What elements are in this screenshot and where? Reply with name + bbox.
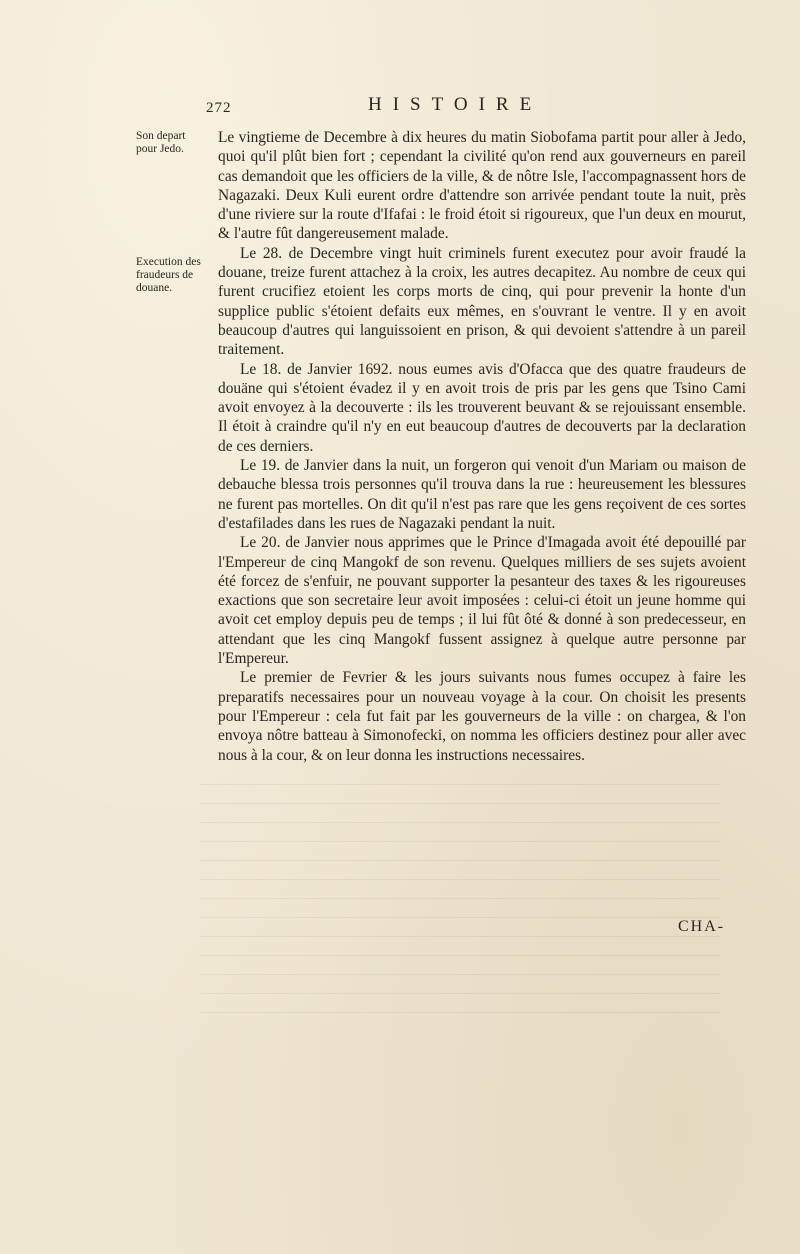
show-through-texture <box>200 784 720 1024</box>
margin-note-execution: Execution des fraudeurs de douane. <box>136 256 201 294</box>
page-number: 272 <box>206 100 232 116</box>
paragraph: Le premier de Fevrier & les jours suivants nous fumes occupez à faire les preparatifs necessaires pour un nouveau voyage à la cour. On choisit les presents pour l'Empereur : cela fut fait par les gouverneurs de la ville : on chargea, & l'on envoya nôtre batteau à Simonofecki, on nomma les officiers destinez pour aller avec nous à la cour, & on leur donna les instructions necessaires. <box>218 669 746 764</box>
catchword: CHA- <box>678 918 726 935</box>
paragraph: Le vingtieme de Decembre à dix heures du matin Siobofama partit pour aller à Jedo, quoi qu'il plût bien fort ; cependant la civilité qu'on rend aux gouverneurs en pareil cas demandoit que les officiers de la ville, & de nôtre Isle, l'accompagnassent hors de Nagazaki. Deux Kuli eurent ordre d'attendre son arrivée pendant toute la nuit, près d'une riviere sur la route d'Ifafai : le froid étoit si rigoureux, que l'un deux en mourut, & l'autre fût dangereusement malade. <box>218 129 746 243</box>
margin-note-depart: Son depart pour Jedo. <box>136 130 186 155</box>
paragraph: Le 18. de Janvier 1692. nous eumes avis d'Ofacca que des quatre fraudeurs de douäne qui s'étoient évadez il y en avoit trois de pris par les gens que Tsino Cami avoit envoyez à la decouverte : ils les trouverent beuvant & se rejouissant ensemble. Il étoit à craindre qu'il n'y en eut beaucoup d'autres de decouverts par la declaration de ces derniers. <box>218 360 746 455</box>
body-text <box>218 128 746 765</box>
paragraph: Le 28. de Decembre vingt huit criminels furent executez pour avoir fraudé la douane, treize furent attachez à la croix, les autres decapitez. Au nombre de ceux qui furent crucifiez etoient les corps morts de cinq, qui pour prevenir la honte d'un supplice public s'étoient defaits eux mêmes, en s'ouvrant le ventre. Il y en avoit beaucoup d'autres qui languissoient en prison, & qui devoient s'attendre à un pareil traitement. <box>218 244 746 359</box>
running-head: HISTOIRE <box>368 94 543 115</box>
paragraph: Le 20. de Janvier nous apprimes que le Prince d'Imagada avoit été depouillé par l'Empereur de cinq Mangokf de son revenu. Quelques milliers de ses sujets avoient été forcez de s'enfuir, ne pouvant supporter la pesanteur des taxes & les rigoureuses exactions que son secretaire leur avoit imposées : celui-ci étoit un jeune homme qui avoit cet employ depuis peu de temps ; il lui fût ôté & donné à son predecesseur, en attendant que les cinq Mangokf fussent assignez à quelque autre personne par l'Empereur. <box>218 534 746 668</box>
paragraph: Le 19. de Janvier dans la nuit, un forgeron qui venoit d'un Mariam ou maison de debauche blessa trois personnes qu'il trouva dans la rue : heureusement les blessures ne furent pas mortelles. On dit qu'il n'est pas rare que les gens reçoivent de ces sortes d'estafilades dans les rues de Nagazaki pendant la nuit. <box>218 457 746 532</box>
